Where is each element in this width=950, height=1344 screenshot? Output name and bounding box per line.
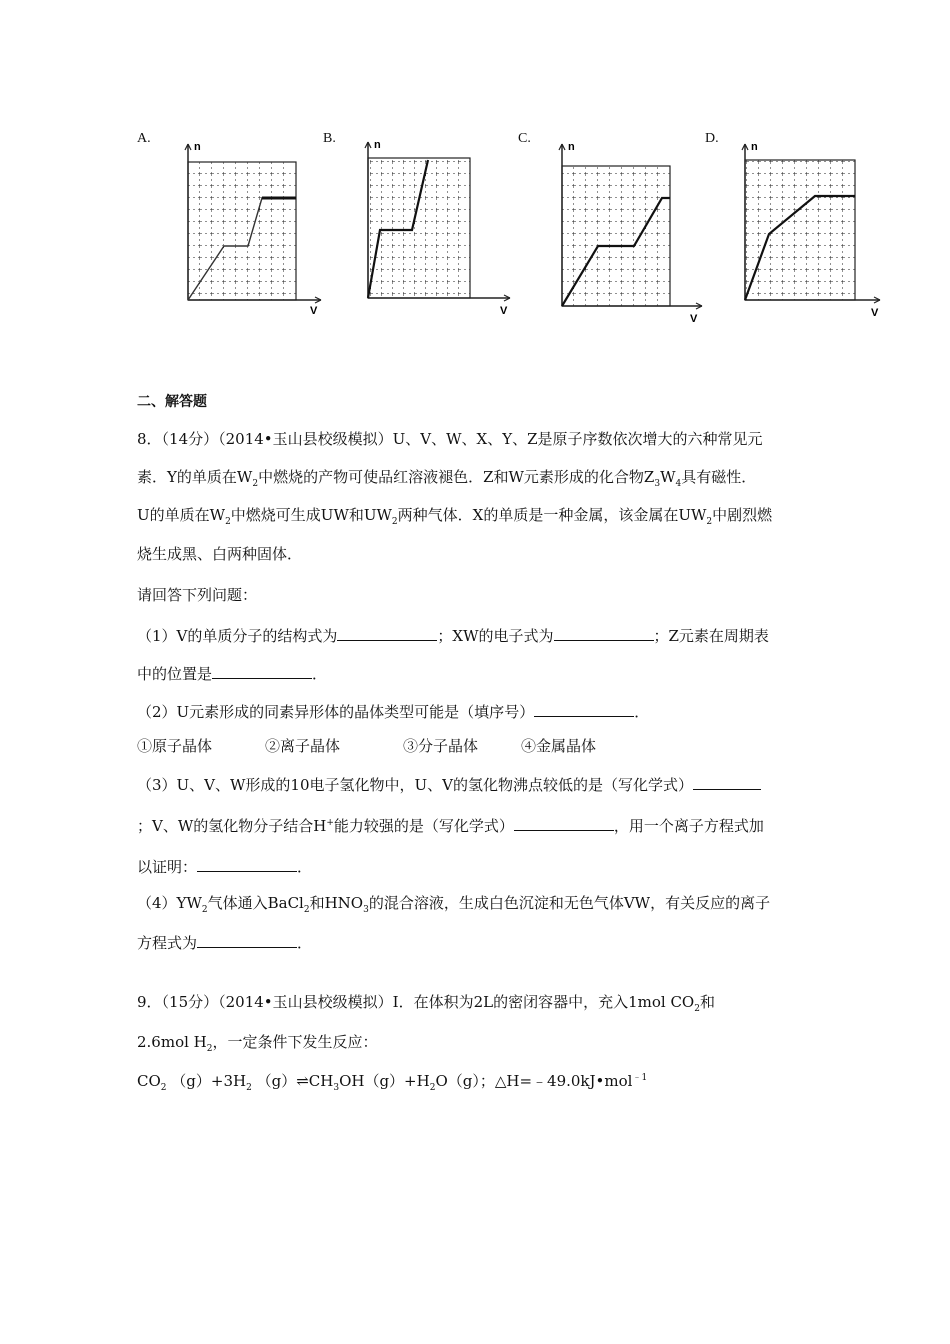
q8-part1-line1: （1）V的单质分子的结构式为 ；XW的电子式为 ；Z元素在周期表	[137, 624, 769, 646]
choice-4: ④金属晶体	[521, 737, 597, 755]
option-d-graph	[735, 138, 885, 323]
q9-line-2: 2.6mol $H_2$，一定条件下发生反应：	[137, 1033, 378, 1054]
choice-1: ①原子晶体	[137, 737, 213, 755]
answer-blank[interactable]	[514, 814, 614, 831]
q8-prompt: 请回答下列问题：	[137, 586, 258, 604]
choice-2: ②离子晶体	[265, 737, 341, 755]
answer-blank[interactable]	[197, 855, 297, 872]
x-axis-label: V	[310, 305, 318, 317]
q8-line-4: 烧生成黑、白两种固体．	[137, 545, 303, 563]
q8-part1-line2: 中的位置是 ．	[137, 662, 327, 684]
q9-equation: $CO_2$ $(g)+3H_2$ $(g)\rightleftharpoons CH_3OH(g)+H_2O(g)$；△H=﹣49.0kJ•mol$^{﹣1}$	[137, 1072, 648, 1093]
q8-part4-line1: $(4)YW_2$气体通入BaCl$_2$和$HNO_3$的混合溶液，生成白色沉淀和无色气体VW，有关反应的离子	[137, 894, 771, 915]
q8-line-3: U的单质在$W_2$中燃烧可生成UW和$UW_2$两种气体．X的单质是一种金属，该金属在$UW_2$中剧烈燃	[137, 506, 773, 527]
q8-part4-line2: 方程式为 ．	[137, 931, 312, 953]
answer-blank[interactable]	[554, 624, 654, 641]
q8-part3-line2: ；V、W的氢化物分子结合H+能力较强的是（写化学式） ，用一个离子方程式加	[137, 813, 764, 836]
x-axis-label: V	[871, 307, 879, 319]
option-c-label: C.	[518, 131, 531, 146]
answer-blank[interactable]	[693, 773, 761, 790]
y-axis-label: n	[568, 141, 575, 153]
y-axis-label: n	[374, 139, 381, 151]
section-title: 二、解答题	[137, 394, 207, 410]
choice-3: ③分子晶体	[403, 737, 479, 755]
y-axis-label: n	[751, 141, 758, 153]
y-axis-label: n	[194, 141, 201, 153]
q8-part3-line1: （3）U、V、W形成的10电子氢化物中，U、V的氢化物沸点较低的是（写化学式）	[137, 773, 761, 795]
option-a-graph	[176, 138, 336, 318]
q8-choices	[137, 736, 596, 756]
graph-grid	[368, 158, 470, 298]
graph-grid	[562, 166, 670, 306]
option-d-label: D.	[705, 131, 719, 146]
q8-part3-line3: 以证明： ．	[137, 855, 312, 877]
x-axis-label: V	[500, 305, 508, 317]
q9-line-1: 9．（15分）（2014•玉山县校级模拟）Ⅰ．在体积为2L的密闭容器中，充入1mol $CO_2$和	[137, 993, 715, 1014]
q8-line-1: 8．（14分）（2014•玉山县校级模拟）U、V、W、X、Y、Z是原子序数依次增大的六种常见元	[137, 430, 763, 448]
answer-blank[interactable]	[337, 624, 437, 641]
option-b-graph	[360, 138, 520, 318]
q8-part2: （2）U元素形成的同素异形体的晶体类型可能是（填序号） ．	[137, 700, 649, 722]
option-c-graph	[550, 138, 710, 328]
graph-grid	[188, 162, 296, 300]
q8-line-2: 素．Y的单质在$W_2$中燃烧的产物可使品红溶液褪色．Z和W元素形成的化合物$Z_3W_4$具有磁性．	[137, 468, 757, 489]
answer-blank[interactable]	[197, 931, 297, 948]
answer-blank[interactable]	[212, 662, 312, 679]
option-b-label: B.	[323, 131, 336, 146]
answer-blank[interactable]	[534, 700, 634, 717]
graph-grid	[745, 160, 855, 300]
option-a-label: A.	[137, 131, 151, 146]
x-axis-label: V	[690, 313, 698, 325]
